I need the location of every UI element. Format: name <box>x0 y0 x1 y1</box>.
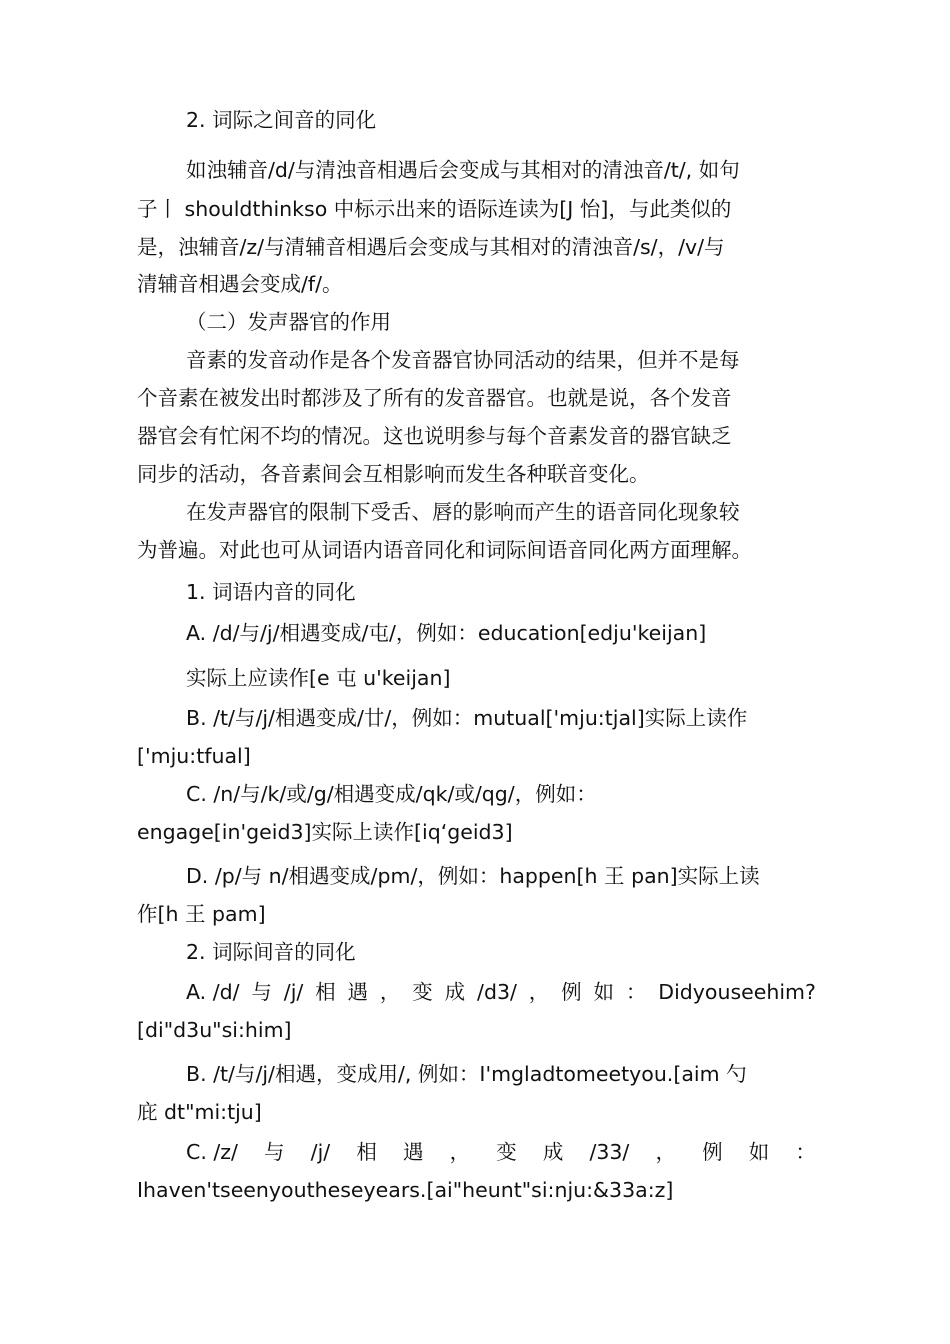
line-segment: C. /z/ <box>186 1140 238 1164</box>
example-line: B. /t/与/j/相遇变成/廿/，例如：mutual['mju:tjal]实际上读作 <box>186 706 748 730</box>
line-segment: 相 <box>315 980 336 1004</box>
line-segment: 例 <box>702 1140 723 1164</box>
justified-example-line-a <box>186 982 816 1003</box>
line-segment: ： <box>795 1140 816 1164</box>
line-segment: /j/ <box>310 1140 331 1164</box>
paragraph-line: 是，浊辅音/z/与清辅音相遇后会变成与其相对的清浊音/s/，/v/与 <box>137 235 725 259</box>
line-segment: 相 <box>356 1140 377 1164</box>
line-segment: 成 <box>542 1140 564 1164</box>
line-segment: 如 <box>748 1140 770 1164</box>
section-heading-cross-word: 2. 词际间音的同化 <box>186 940 356 964</box>
paragraph-line: 音素的发音动作是各个发音器官协同活动的结果，但并不是每 <box>186 348 740 372</box>
line-segment: ， <box>655 1140 676 1164</box>
example-line: D. /p/与 n/相遇变成/pm/，例如：happen[h 王 pan]实际上读 <box>186 864 760 888</box>
paragraph-line: 同步的活动，各音素间会互相影响而发生各种联音变化。 <box>137 462 650 486</box>
example-line: engage[in'geid3]实际上读作[iq‘geid3] <box>137 820 513 844</box>
line-segment: ， <box>449 1140 471 1164</box>
example-line: [di"d3u"si:him] <box>137 1018 292 1042</box>
section-heading-vocal-organs: （二）发声器官的作用 <box>186 310 391 334</box>
paragraph-line: 为普遍。对此也可从词语内语音同化和词际间语音同化两方面理解。 <box>137 538 752 562</box>
line-segment: 如 <box>593 980 615 1004</box>
paragraph-line: 如浊辅音/d/与清浊音相遇后会变成与其相对的清浊音/t/, 如句 <box>186 158 740 182</box>
example-line: B. /t/与/j/相遇，变成用/, 例如：I'mgladtomeetyou.[aim 勺 <box>186 1062 747 1086</box>
line-segment: 成 <box>444 980 466 1004</box>
line-segment: /33/ <box>589 1140 630 1164</box>
example-line: 实际上应读作[e 屯 u'keijan] <box>186 666 451 690</box>
paragraph-line: 器官会有忙闲不均的情况。这也说明参与每个音素发音的器官缺乏 <box>137 424 732 448</box>
line-segment: 与 <box>264 1140 285 1164</box>
paragraph-line: 清辅音相遇会变成/f/。 <box>137 272 343 296</box>
line-segment: ， <box>528 980 550 1004</box>
example-line: C. /n/与/k/或/g/相遇变成/qk/或/qg/，例如： <box>186 782 597 806</box>
line-segment: 变 <box>412 980 433 1004</box>
section-heading-word-assimilation: 2. 词际之间音的同化 <box>186 108 377 132</box>
paragraph-line: 个音素在被发出时都涉及了所有的发音器官。也就是说，各个发音 <box>137 386 732 410</box>
line-segment: 例 <box>561 980 582 1004</box>
justified-example-line-c <box>186 1142 816 1163</box>
line-segment: 遇 <box>347 980 369 1004</box>
line-segment: 变 <box>496 1140 517 1164</box>
example-line: 作[h 王 pam] <box>137 902 266 926</box>
section-heading-inner-word: 1. 词语内音的同化 <box>186 580 356 604</box>
line-segment: Didyouseehim? <box>658 980 816 1004</box>
line-segment: A. /d/ <box>186 980 240 1004</box>
line-segment: 与 <box>251 980 272 1004</box>
line-segment: /j/ <box>283 980 304 1004</box>
example-line: ['mju:tfual] <box>137 744 251 768</box>
example-line: Ihaven'tseenyoutheseyears.[ai"heunt"si:nju:&33a:z] <box>137 1178 674 1202</box>
line-segment: /d3/ <box>477 980 517 1004</box>
line-segment: ： <box>625 980 647 1004</box>
paragraph-line: 子丨 shouldthinkso 中标示出来的语际连读为[J 怡]，与此类似的 <box>137 197 732 221</box>
line-segment: 遇 <box>402 1140 424 1164</box>
example-line: A. /d/与/j/相遇变成/屯/，例如：education[edju'keijan] <box>186 621 707 645</box>
line-segment: ， <box>379 980 401 1004</box>
example-line: 庇 dt"mi:tju] <box>137 1100 262 1124</box>
paragraph-line: 在发声器官的限制下受舌、唇的影响而产生的语音同化现象较 <box>186 500 740 524</box>
